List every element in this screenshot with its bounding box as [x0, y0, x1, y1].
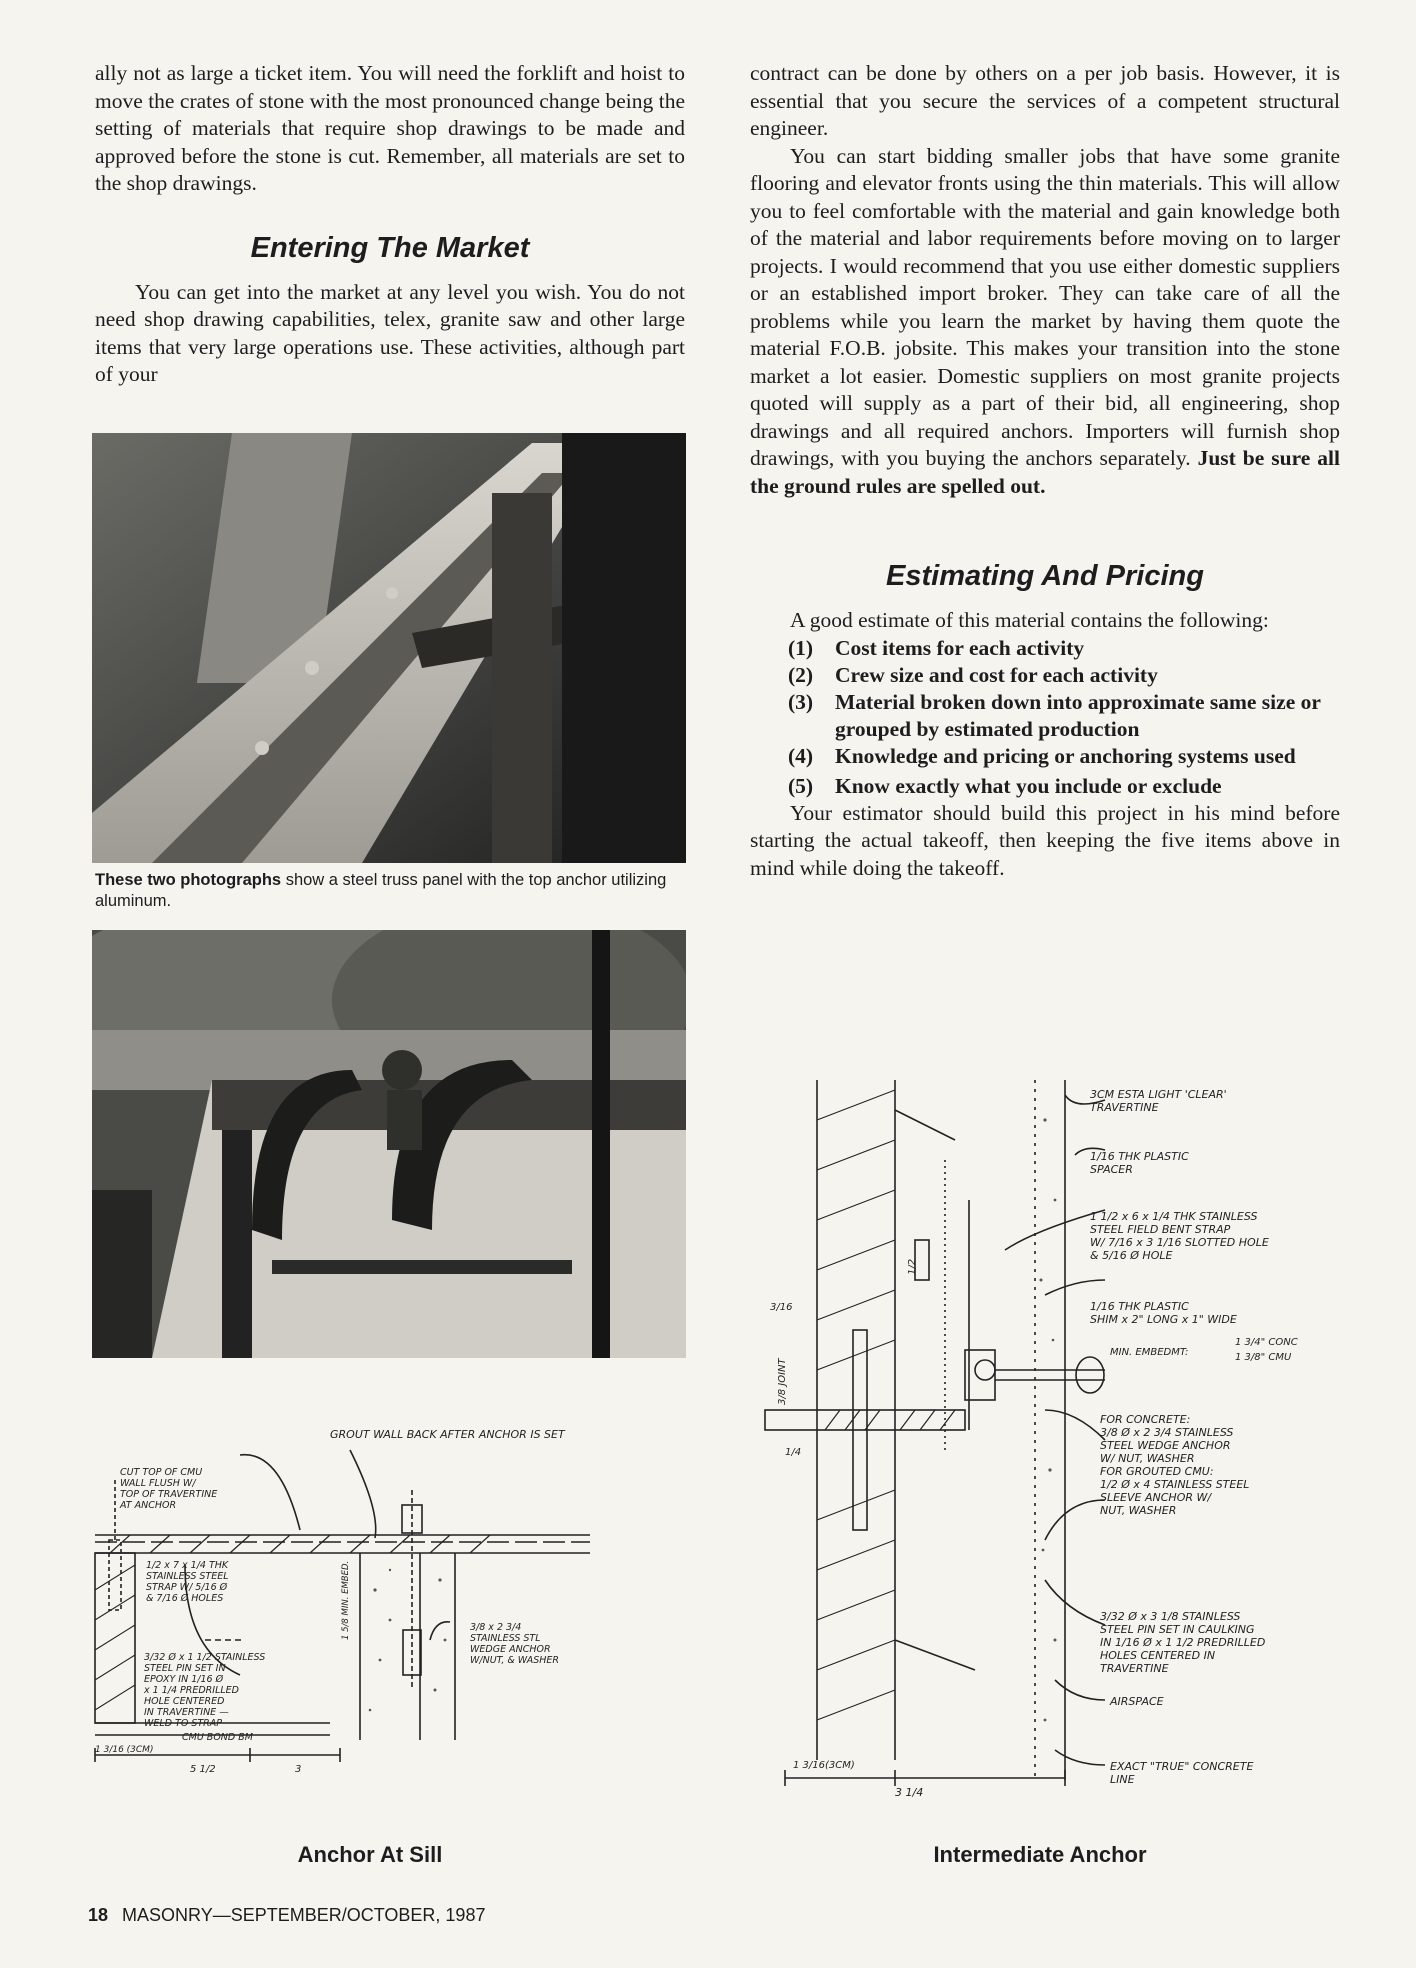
sill-label-pin-1: 3/32 Ø x 1 1/2 STAINLESS	[144, 1652, 266, 1663]
sill-label-pin-2: STEEL PIN SET IN	[144, 1663, 226, 1674]
sill-label-wedge-3: WEDGE ANCHOR	[470, 1644, 551, 1655]
list-item: (5) Know exactly what you include or exclude	[788, 773, 1222, 798]
sill-label-dim-a: 5 1/2	[190, 1764, 216, 1775]
bidding-paragraph	[750, 143, 1340, 501]
inter-label-concrete-1: FOR CONCRETE:	[1100, 1413, 1191, 1426]
page-number: 18	[88, 1905, 109, 1925]
sill-label-dim-joint: 1 3/16 (3CM)	[95, 1745, 154, 1755]
left-intro-paragraph: ally not as large a ticket item. You will need the forklift and hoist to move the crates of stone with the most pronounced change being the setting of materials that require shop drawings to be made and approved before the stone is cut. Remember, all materials are set to the shop drawings.	[95, 61, 685, 195]
page-footer	[88, 1905, 485, 1926]
estimate-intro: A good estimate of this material contains the following:	[790, 608, 1269, 632]
sill-label-pin-6: IN TRAVERTINE —	[144, 1707, 229, 1718]
left-column	[95, 60, 685, 389]
inter-label-concrete-4: W/ NUT, WASHER	[1100, 1452, 1195, 1465]
inter-label-pin-3: IN 1/16 Ø x 1 1/2 PREDRILLED	[1100, 1636, 1266, 1649]
sill-label-pin-3: EPOXY IN 1/16 Ø	[144, 1674, 224, 1685]
sill-label-pin-7: WELD TO STRAP	[144, 1718, 222, 1729]
diagram-title-anchor-at-sill: Anchor At Sill	[297, 1842, 443, 1867]
inter-label-airspace: AIRSPACE	[1110, 1695, 1164, 1708]
right-intro-paragraph: contract can be done by others on a per job basis. However, it is essential that you secure the services of a competent structural engineer.	[750, 61, 1340, 140]
photo-steel-truss-panel	[92, 433, 686, 863]
sill-label-wedge-4: W/NUT, & WASHER	[470, 1655, 559, 1666]
inter-label-concrete-3: STEEL WEDGE ANCHOR	[1100, 1439, 1231, 1452]
inter-label-pin-1: 3/32 Ø x 3 1/8 STAINLESS	[1100, 1610, 1241, 1623]
inter-label-strap-4: & 5/16 Ø HOLE	[1090, 1249, 1173, 1262]
section-heading-entering-market: Entering The Market	[250, 231, 530, 264]
sill-label-strap-2: STAINLESS STEEL	[146, 1571, 229, 1582]
inter-label-joint: 3/8 JOINT	[777, 1358, 788, 1405]
photo-caption	[95, 870, 695, 912]
inter-label-stone-1: 3CM ESTA LIGHT 'CLEAR'	[1090, 1088, 1227, 1101]
sill-label-pin-5: HOLE CENTERED	[144, 1696, 225, 1707]
sill-label-cut-top-2: WALL FLUSH W/	[120, 1478, 196, 1489]
inter-label-cmu-1: FOR GROUTED CMU:	[1100, 1465, 1214, 1478]
sill-label-cut-top-3: TOP OF TRAVERTINE	[120, 1489, 218, 1500]
list-item: (1) Cost items for each activity	[788, 635, 1085, 660]
photo-caption-text: show a steel truss panel with the top anchor utilizing aluminum.	[95, 871, 667, 910]
sill-label-wedge-1: 3/8 x 2 3/4	[470, 1622, 522, 1633]
estimate-items-list	[750, 635, 1340, 800]
market-paragraph: You can get into the market at any level you wish. You do not need shop drawing capabilities, telex, granite saw and other large items that very large operations use. These activities, although part of your	[95, 279, 685, 386]
bidding-text: You can start bidding smaller jobs that have some granite flooring and elevator fronts using the thin materials. This will allow you to feel comfortable with the material and gain knowledge both of the material and labor requirements before moving on to larger projects. I would recommend that you use either domestic suppliers or an established import broker. They can take care of all the problems while you learn the market by having them quote the material F.O.B. jobsite. This makes your transition into the stone market a lot easier. Domestic suppliers on most granite projects quoted will supply as a part of their bid, all engineering, shop drawings and all required anchors. Importers will furnish shop drawings, with you buying the anchors separately.	[750, 143, 1340, 470]
list-item: (4) Knowledge and pricing or anchoring systems used	[788, 743, 1296, 768]
inter-label-dim-stone: 1 3/16(3CM)	[793, 1760, 855, 1771]
sill-label-dim-b: 3	[295, 1764, 302, 1775]
right-column	[750, 60, 1340, 882]
sill-label-wedge-2: STAINLESS STL	[470, 1633, 541, 1644]
inter-label-strap-1: 1 1/2 x 6 x 1/4 THK STAINLESS	[1090, 1210, 1258, 1223]
sill-label-cut-top-1: CUT TOP OF CMU	[120, 1467, 203, 1478]
inter-label-concrete-2: 3/8 Ø x 2 3/4 STAINLESS	[1100, 1426, 1234, 1439]
publication-info: MASONRY—SEPTEMBER/OCTOBER, 1987	[122, 1905, 486, 1925]
inter-label-shim-1: 1/16 THK PLASTIC	[1090, 1300, 1189, 1313]
sill-label-strap-1: 1/2 x 7 x 1/4 THK	[146, 1560, 229, 1571]
inter-label-cmu-3: SLEEVE ANCHOR W/	[1100, 1491, 1212, 1504]
diagram-title-intermediate-anchor: Intermediate Anchor	[933, 1842, 1147, 1867]
truss-panel-clamps-photo-icon	[92, 930, 686, 1358]
sill-label-strap-4: & 7/16 Ø HOLES	[146, 1593, 224, 1604]
inter-label-spacer-2: SPACER	[1090, 1163, 1133, 1176]
sill-label-pin-4: x 1 1/4 PREDRILLED	[144, 1685, 239, 1696]
inter-label-pin-4: HOLES CENTERED IN	[1100, 1649, 1216, 1662]
intermediate-anchor-diagram	[745, 1080, 1355, 1800]
sill-label-strap-3: STRAP W/ 5/16 Ø	[146, 1582, 228, 1593]
photo-caption-bold: These two photographs	[95, 871, 282, 889]
inter-label-pin-5: TRAVERTINE	[1100, 1662, 1169, 1675]
inter-label-dim-3-16: 3/16	[770, 1302, 793, 1313]
inter-label-embed-conc: 1 3/4" CONC	[1235, 1337, 1298, 1348]
inter-label-exact-1: EXACT "TRUE" CONCRETE	[1110, 1760, 1254, 1773]
section-heading-estimating-pricing: Estimating And Pricing	[886, 560, 1204, 592]
inter-label-dim-bottom: 3 1/4	[895, 1786, 924, 1799]
inter-label-strap-2: STEEL FIELD BENT STRAP	[1090, 1223, 1231, 1236]
inter-label-cmu-4: NUT, WASHER	[1100, 1504, 1177, 1517]
inter-label-stone-2: TRAVERTINE	[1090, 1101, 1159, 1114]
inter-label-pin-2: STEEL PIN SET IN CAULKING	[1100, 1623, 1255, 1636]
inter-label-embed: MIN. EMBEDMT:	[1110, 1347, 1189, 1358]
sill-label-cmu: CMU BOND BM	[182, 1732, 253, 1743]
photo-truss-clamps	[92, 930, 686, 1358]
sill-label-grout: GROUT WALL BACK AFTER ANCHOR IS SET	[330, 1428, 565, 1441]
inter-label-embed-cmu: 1 3/8" CMU	[1235, 1352, 1292, 1363]
anchor-at-sill-diagram	[90, 1390, 600, 1910]
inter-label-exact-2: LINE	[1110, 1773, 1135, 1786]
list-item: (2) Crew size and cost for each activity	[788, 662, 1158, 687]
bidding-bold-text: Just be sure all the ground rules are spelled out.	[750, 446, 1340, 498]
sill-label-embed: 1 5/8 MIN. EMBED.	[341, 1560, 351, 1640]
inter-label-spacer-1: 1/16 THK PLASTIC	[1090, 1150, 1189, 1163]
inter-label-shim-2: SHIM x 2" LONG x 1" WIDE	[1090, 1313, 1237, 1326]
closing-paragraph: Your estimator should build this project in his mind before starting the actual takeoff, then keeping the five items above in mind while doing the takeoff.	[750, 800, 1340, 880]
sill-label-cut-top-4: AT ANCHOR	[120, 1500, 177, 1511]
list-item: (3) Material broken down into approximate same size or grouped by estimated production	[788, 689, 1321, 741]
inter-label-cmu-2: 1/2 Ø x 4 STAINLESS STEEL	[1100, 1478, 1250, 1491]
inter-label-dim-1-4: 1/4	[785, 1447, 802, 1458]
inter-label-dim-half: 1/2	[907, 1258, 918, 1275]
steel-truss-panel-photo-icon	[92, 433, 686, 863]
inter-label-strap-3: W/ 7/16 x 3 1/16 SLOTTED HOLE	[1090, 1236, 1269, 1249]
